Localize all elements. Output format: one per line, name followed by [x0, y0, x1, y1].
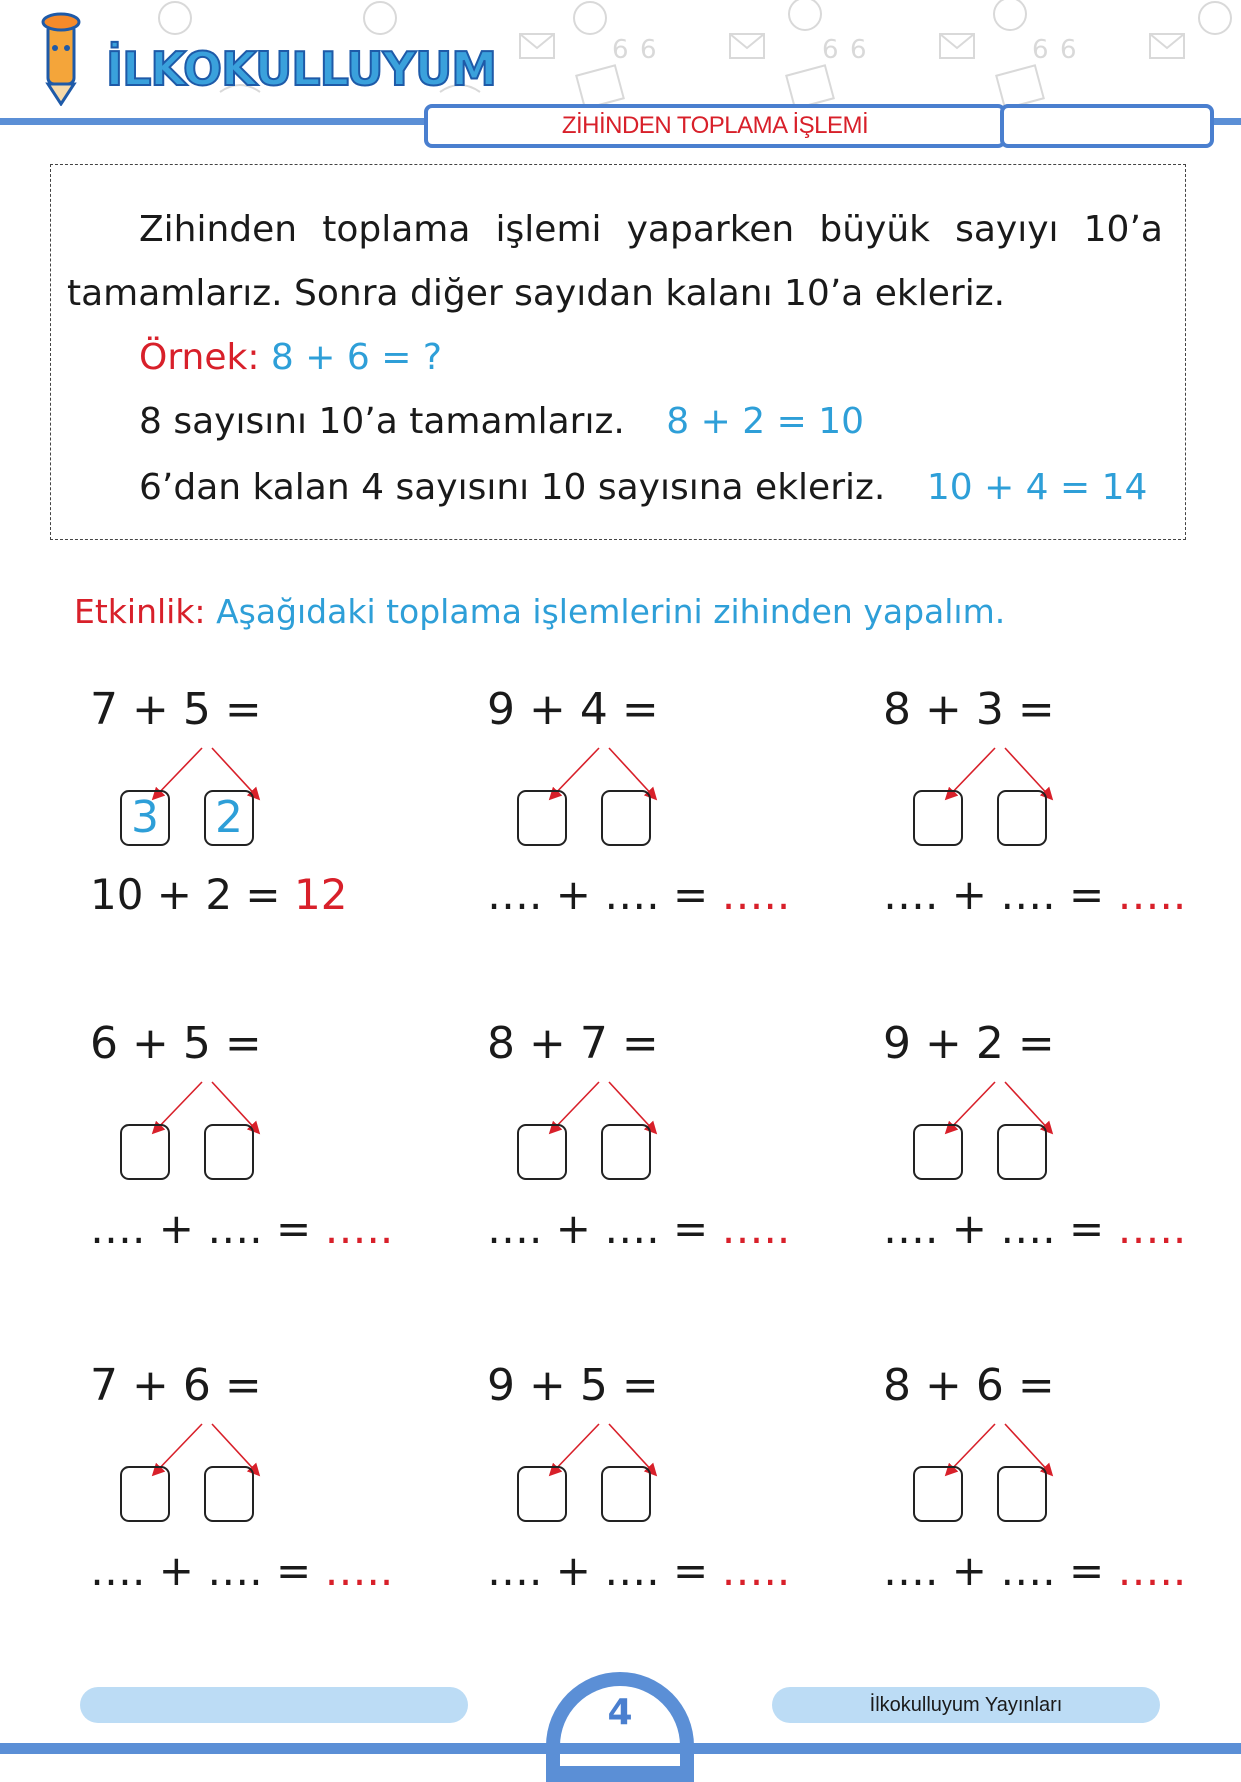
result-answer[interactable]: ….. [721, 1546, 791, 1595]
logo-text: İLKOKULLUYUM [106, 42, 497, 96]
problem-expression: 8 + 3 = [883, 684, 1055, 735]
result-answer[interactable]: 12 [293, 870, 348, 919]
svg-text:6: 6 [1032, 35, 1049, 65]
result-line [90, 1204, 393, 1253]
result-answer[interactable]: ….. [1117, 1546, 1187, 1595]
problem-expression: 9 + 2 = [883, 1018, 1055, 1069]
split-box-right[interactable] [204, 1124, 254, 1180]
result-line [487, 870, 790, 919]
name-field[interactable] [1000, 104, 1214, 148]
result-line [487, 1546, 790, 1595]
step-1-text: 8 sayısını 10’a tamamlarız. [139, 401, 625, 442]
split-box-right[interactable] [997, 1124, 1047, 1180]
problem-4 [90, 1018, 394, 1278]
result-expression[interactable]: 10 + 2 = [90, 870, 281, 919]
result-line [90, 1546, 393, 1595]
split-box-left[interactable] [913, 1466, 963, 1522]
problem-expression: 8 + 7 = [487, 1018, 659, 1069]
svg-text:6: 6 [612, 35, 629, 65]
result-answer[interactable]: ….. [1117, 870, 1187, 919]
example-line [139, 337, 442, 378]
result-line [90, 870, 347, 919]
footer-bar-right [772, 1687, 1160, 1723]
activity-heading [74, 592, 1005, 631]
split-box-left[interactable] [517, 1466, 567, 1522]
word: yaparken [626, 209, 795, 250]
example-expression: 8 + 6 = ? [270, 337, 442, 378]
step-2-line [139, 467, 1147, 508]
result-line [883, 1546, 1186, 1595]
step-1-line [139, 401, 864, 442]
step-2-text: 6’dan kalan 4 sayısını 10 sayısına ekleriz. [139, 467, 886, 508]
title-box [424, 104, 1006, 148]
word: Zihinden [139, 209, 298, 250]
result-answer[interactable]: ….. [721, 870, 791, 919]
result-expression[interactable]: …. + …. = [883, 1204, 1105, 1253]
problem-5 [487, 1018, 791, 1278]
split-box-left[interactable] [913, 790, 963, 846]
problem-expression: 9 + 5 = [487, 1360, 659, 1411]
result-answer[interactable]: ….. [324, 1546, 394, 1595]
problem-9 [883, 1360, 1187, 1620]
publisher-name: İlkokulluyum Yayınları [869, 1693, 1063, 1716]
result-expression[interactable]: …. + …. = [90, 1204, 312, 1253]
split-box-right[interactable] [997, 790, 1047, 846]
svg-text:6: 6 [640, 35, 657, 65]
result-answer[interactable]: ….. [1117, 1204, 1187, 1253]
result-expression[interactable]: …. + …. = [487, 1546, 709, 1595]
footer-rule [0, 1743, 1241, 1754]
word: 10’a [1083, 209, 1163, 250]
problem-expression: 7 + 6 = [90, 1360, 262, 1411]
result-expression[interactable]: …. + …. = [90, 1546, 312, 1595]
result-expression[interactable]: …. + …. = [487, 1204, 709, 1253]
logo [28, 14, 497, 104]
split-box-right[interactable] [601, 1124, 651, 1180]
explanation-box [50, 164, 1186, 540]
split-box-right[interactable] [601, 1466, 651, 1522]
split-box-left[interactable] [120, 1124, 170, 1180]
explanation-line-1 [139, 209, 1163, 250]
split-box-right[interactable] [997, 1466, 1047, 1522]
problem-expression: 6 + 5 = [90, 1018, 262, 1069]
split-box-left[interactable] [913, 1124, 963, 1180]
word: büyük [819, 209, 930, 250]
word: sayıyı [955, 209, 1059, 250]
split-box-left[interactable] [517, 790, 567, 846]
activity-instruction: Aşağıdaki toplama işlemlerini zihinden yapalım. [216, 592, 1006, 631]
result-expression[interactable]: …. + …. = [883, 870, 1105, 919]
problem-expression: 7 + 5 = [90, 684, 262, 735]
explanation-line-2: tamamlarız. Sonra diğer sayıdan kalanı 10’a ekleriz. [67, 273, 1006, 314]
activity-label: Etkinlik: [74, 592, 206, 631]
svg-text:6: 6 [850, 35, 867, 65]
word: işlemi [495, 209, 602, 250]
word: toplama [322, 209, 471, 250]
problem-1 [90, 684, 390, 944]
result-answer[interactable]: ….. [324, 1204, 394, 1253]
result-line [883, 870, 1186, 919]
result-line [883, 1204, 1186, 1253]
result-answer[interactable]: ….. [721, 1204, 791, 1253]
result-expression[interactable]: …. + …. = [487, 870, 709, 919]
split-box-left[interactable] [517, 1124, 567, 1180]
svg-text:6: 6 [822, 35, 839, 65]
footer-bar-left [80, 1687, 468, 1723]
problem-7 [90, 1360, 394, 1620]
split-box-left[interactable] [120, 1466, 170, 1522]
result-expression[interactable]: …. + …. = [883, 1546, 1105, 1595]
split-box-left[interactable]: 3 [120, 790, 170, 846]
step-2-expression: 10 + 4 = 14 [926, 467, 1148, 508]
split-box-right[interactable] [601, 790, 651, 846]
split-box-right[interactable] [204, 1466, 254, 1522]
pencil-mascot-icon [28, 10, 98, 106]
page-title: ZİHİNDEN TOPLAMA İŞLEMİ [561, 112, 869, 139]
problem-6 [883, 1018, 1187, 1278]
problem-expression: 9 + 4 = [487, 684, 659, 735]
problem-expression: 8 + 6 = [883, 1360, 1055, 1411]
page-number: 4 [607, 1692, 633, 1733]
step-1-expression: 8 + 2 = 10 [666, 401, 864, 442]
result-line [487, 1204, 790, 1253]
svg-text:6: 6 [1060, 35, 1077, 65]
split-box-right[interactable]: 2 [204, 790, 254, 846]
problem-2 [487, 684, 791, 944]
problem-8 [487, 1360, 791, 1620]
problem-3 [883, 684, 1187, 944]
example-label: Örnek: [139, 337, 260, 378]
